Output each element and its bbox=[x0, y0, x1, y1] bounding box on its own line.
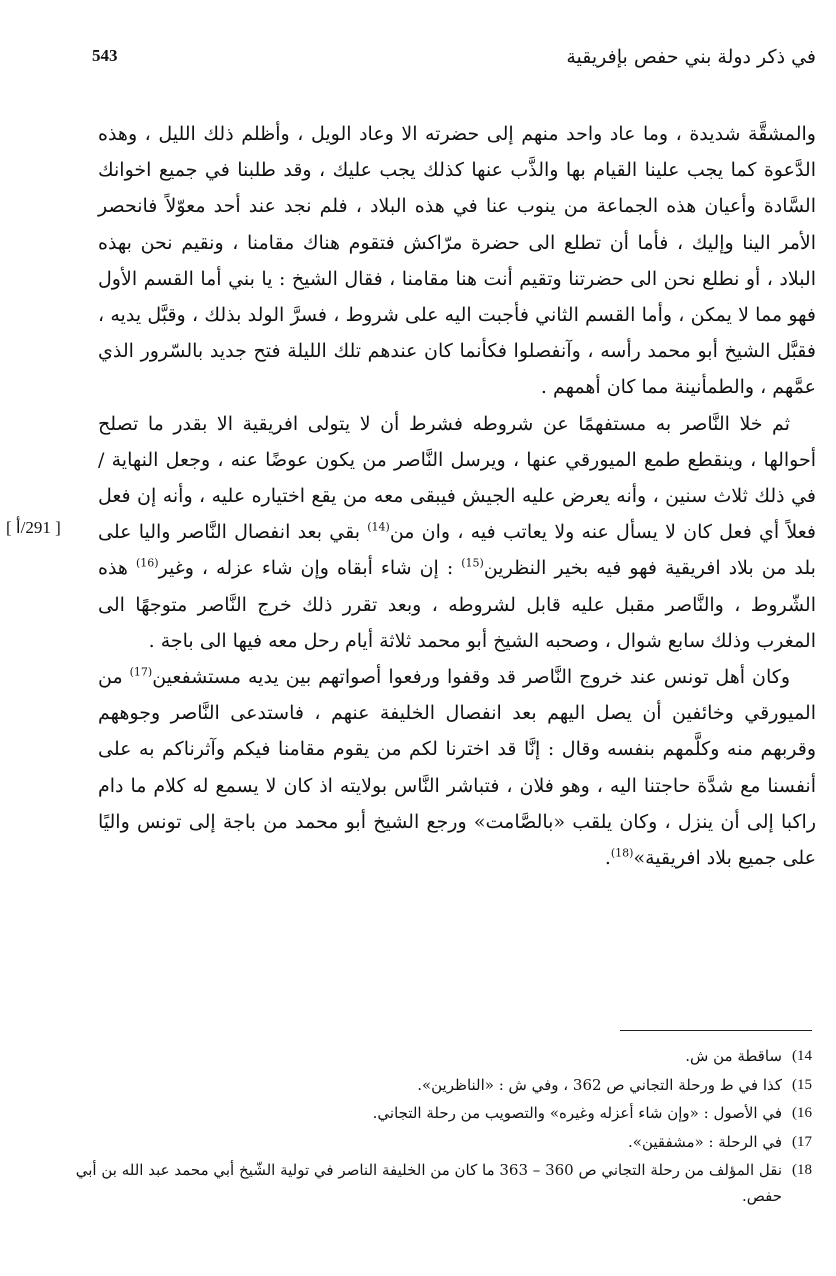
footnote-ref: (18) bbox=[610, 846, 634, 860]
footnote-text: كذا في ط ورحلة التجاني ص 362 ، وفي ش : «الناظرين». bbox=[417, 1075, 782, 1094]
footnote-number: 17) bbox=[792, 1133, 812, 1150]
footnote-item bbox=[60, 1101, 812, 1127]
paragraph-p2: ثم خلا النَّاصر به مستفهمًا عن شروطه فشرط أن لا يتولى افريقية الا بقدر ما تصلح أحوالها ، وينقطع طمع الميورقي عنها ، ويرسل النَّاصر من يكون عوضًا عنه ، وجعل النهاية / في ذلك ثلاث سنين ، وأنه يعرض عليه الجيش فيبقى معه من يقع اختياره عليه ، وأنه إن فعل فعلاً أي فعل كان لا يسأل عنه ولا يعاتب فيه ، وان من$^{(14)}$ بقي بعد انفصال النَّاصر واليا على بلد من بلاد افريقية فهو فيه بخير النظرين$^{(15)}$ : إن شاء أبقاه وإن شاء عزله ، وغير$^{(16)}$ هذه الشّروط ، والنَّاصر مقبل عليه قابل لشروطه ، وبعد تقرر ذلك خرج النَّاصر متوجهًا الى المغرب وذلك سابع شوال ، وصحبه الشيخ أبو محمد ثلاثة أيام رحل معه فيها الى باجة . bbox=[98, 412, 816, 652]
paragraph-p1: والمشقَّة شديدة ، وما عاد واحد منهم إلى حضرته الا وعاد الويل ، وأظلم ذلك الليل ، وهذه الدَّعوة كما يجب علينا القيام بها والذَّب عنها كذلك يجب عليك ، وقد طلبنا في جميع اخوانك السَّادة وأعيان هذه الجماعة من ينوب عنا في هذه البلاد ، فلم نجد عند أحد معوّلاً فانحصر الأمر الينا وإليك ، فأما أن تطلع الى حضرة مرّاكش فتقوم هناك مقامنا ، ونقيم نحن بهذه البلاد ، أو نطلع نحن الى حضرتنا وتقيم أنت هنا مقامنا ، فقال الشيخ : يا بني أما القسم الأول فهو مما لا يمكن ، وأما القسم الثاني فأجبت اليه على شروط ، فسرَّ الولد بذلك ، وقبَّل يديه ، فقبَّل الشيخ أبو محمد رأسه ، وآنفصلوا فكأنما كان عندهم تلك الليلة فتح جديد بالسّرور الذي عمَّهم ، والطمأنينة مما كان أهمهم . bbox=[98, 123, 816, 399]
footnote-ref: (16) bbox=[135, 557, 159, 571]
footnote-ref: (14) bbox=[367, 520, 390, 534]
footnote-item bbox=[60, 1044, 812, 1070]
footnote-text: في الأصول : «وإن شاء أعزله وغيره» والتصويب من رحلة التجاني. bbox=[372, 1104, 782, 1122]
footnote-item bbox=[60, 1158, 812, 1209]
footnote-number: 16) bbox=[792, 1105, 812, 1121]
footnotes bbox=[60, 1044, 812, 1212]
footnote-number: 15) bbox=[792, 1076, 812, 1093]
footnote-number: 14) bbox=[792, 1048, 812, 1064]
footnote-ref: (15) bbox=[461, 557, 484, 571]
manuscript-folio-ref: [ 291/أ ] bbox=[6, 518, 61, 537]
page-number: 543 bbox=[92, 46, 118, 65]
footnote-item bbox=[60, 1130, 812, 1156]
footnote-item bbox=[60, 1073, 812, 1099]
footnote-text: ساقطة من ش. bbox=[685, 1047, 782, 1065]
paragraph-p3: وكان أهل تونس عند خروج النَّاصر قد وقفوا ورفعوا أصواتهم بين يديه مستشفعين$^{(17)}$ من الميورقي وخائفين أن يصل اليهم بعد انفصال الخليفة عنهم ، فاستدعى النَّاصر وجوههم وقربهم منه وكلَّمهم بنفسه وقال : إنَّا قد اخترنا لكم من يقوم مقامنا فيكم وآثرناكم به على أنفسنا مع شدَّة حاجتنا اليه ، وهو فلان ، فتباشر النَّاس بولايته اذ كان لا يسمع له كلام ما دام راكبا إلى أن ينزل ، وكان يلقب «بالصَّامت» ورجع الشيخ أبو محمد من باجة إلى تونس واليًا على جميع بلاد افريقية»$^{(18)}$. bbox=[98, 665, 816, 870]
running-title: في ذكر دولة بني حفص بإفريقية bbox=[566, 46, 816, 68]
footnote-text: نقل المؤلف من رحلة التجاني ص 360 – 363 ما كان من الخليفة الناصر في تولية الشّيخ أبي محمد عبد الله بن أبي حفص. bbox=[75, 1161, 782, 1205]
footnote-separator bbox=[620, 1030, 812, 1031]
main-text bbox=[98, 116, 816, 876]
footnote-number: 18) bbox=[792, 1162, 812, 1178]
footnote-text: في الرحلة : «مشفقين». bbox=[628, 1132, 782, 1151]
footnote-ref: (17) bbox=[129, 665, 153, 679]
